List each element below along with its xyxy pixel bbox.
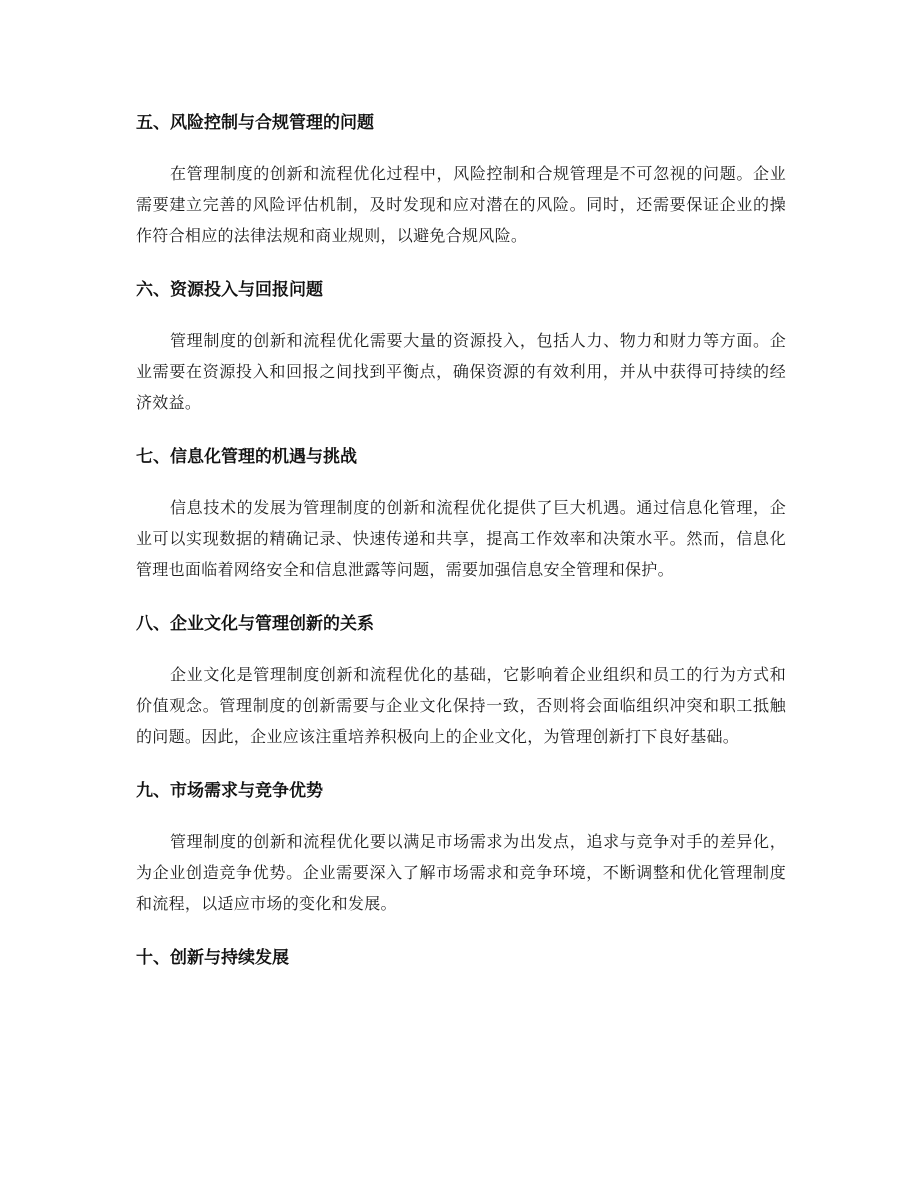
section-8 xyxy=(136,608,786,775)
section-7 xyxy=(136,441,786,608)
section-heading: 八、企业文化与管理创新的关系 xyxy=(136,614,374,634)
section-6 xyxy=(136,274,786,441)
section-paragraph: 信息技术的发展为管理制度的创新和流程优化提供了巨大机遇。通过信息化管理，企业可以实现数据的精确记录、快速传递和共享，提高工作效率和决策水平。然而，信息化管理也面临着网络安全和信息泄露等问题，需要加强信息安全管理和保护。 xyxy=(136,498,786,579)
section-heading: 九、市场需求与竞争优势 xyxy=(136,781,323,801)
section-paragraph: 在管理制度的创新和流程优化过程中，风险控制和合规管理是不可忽视的问题。企业需要建立完善的风险评估机制，及时发现和应对潜在的风险。同时，还需要保证企业的操作符合相应的法律法规和商业规则，以避免合规风险。 xyxy=(136,164,786,245)
document-body xyxy=(136,107,786,974)
section-5 xyxy=(136,107,786,274)
section-heading: 六、资源投入与回报问题 xyxy=(136,280,323,300)
section-10 xyxy=(136,942,786,974)
section-paragraph: 管理制度的创新和流程优化要以满足市场需求为出发点，追求与竞争对手的差异化，为企业创造竞争优势。企业需要深入了解市场需求和竞争环境，不断调整和优化管理制度和流程，以适应市场的变化和发展。 xyxy=(136,832,786,913)
section-paragraph: 企业文化是管理制度创新和流程优化的基础，它影响着企业组织和员工的行为方式和价值观念。管理制度的创新需要与企业文化保持一致，否则将会面临组织冲突和职工抵触的问题。因此，企业应该注重培养积极向上的企业文化，为管理创新打下良好基础。 xyxy=(136,665,786,746)
section-heading: 十、创新与持续发展 xyxy=(136,948,289,968)
section-9 xyxy=(136,775,786,942)
section-heading: 五、风险控制与合规管理的问题 xyxy=(136,113,374,133)
section-paragraph: 管理制度的创新和流程优化需要大量的资源投入，包括人力、物力和财力等方面。企业需要在资源投入和回报之间找到平衡点，确保资源的有效利用，并从中获得可持续的经济效益。 xyxy=(136,331,786,412)
section-heading: 七、信息化管理的机遇与挑战 xyxy=(136,447,357,467)
